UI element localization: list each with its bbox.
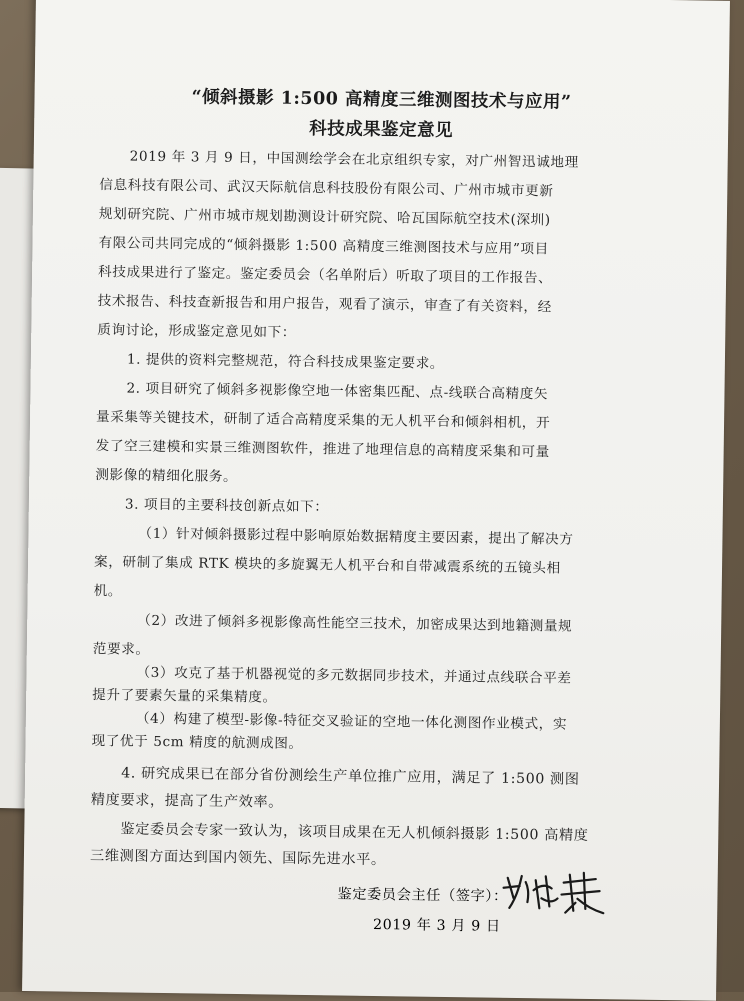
body-line: 机。 [93,583,123,600]
body-line: 规划研究院、广州市城市规划勘测设计研究院、哈瓦国际航空技术(深圳) [98,206,551,229]
document-title: “倾斜摄影 1:500 高精度三维测图技术与应用” [191,87,572,113]
body-line: 提升了要素矢量的采集精度。 [92,687,277,706]
body-line: 质询讨论，形成鉴定意见如下： [97,322,297,341]
sub-list-item: （3）攻克了基于机器视觉的多元数据同步技术，并通过点线联合平差 [136,664,572,687]
body-line: 现了优于 5cm 精度的航测成图。 [91,733,303,752]
list-item: 1. 提供的资料完整规范，符合科技成果鉴定要求。 [126,351,445,372]
handwritten-signature [499,868,610,918]
body-line: 量采集等关键技术，研制了适合高精度采集的无人机平台和倾斜相机，开 [95,409,551,432]
conclusion-line: 鉴定委员会专家一致认为，该项目成果在无人机倾斜摄影 1:500 高精度 [120,821,589,844]
body-line: 案，研制了集成 RTK 模块的多旋翼无人机平台和自带减震系统的五镜头相 [93,554,561,577]
document-lower-block [22,0,730,997]
body-line: 范要求。 [92,641,150,658]
body-line: 测影像的精细化服务。 [95,467,238,486]
signature-label: 鉴定委员会主任（签字）： [337,886,508,905]
sub-list-item: （4）构建了模型-影像-特征交叉验证的空地一体化测图作业模式，实 [135,710,568,733]
document-subtitle: 科技成果鉴定意见 [308,118,454,141]
body-line: 信息科技有限公司、武汉天际航信息科技股份有限公司、广州市城市更新 [99,177,554,200]
signature-date: 2019 年 3 月 9 日 [372,916,501,935]
body-line: 有限公司共同完成的“倾斜摄影 1:500 高精度三维测图技术与应用”项目 [98,235,549,258]
sub-list-item: （2）改进了倾斜多视影像高性能空三技术，加密成果达到地籍测量规 [137,612,573,635]
list-item: 4. 研究成果已在部分省份测绘生产单位推广应用，满足了 1:500 测图 [121,765,580,788]
body-line: 发了空三建模和实景三维测图软件，推进了地理信息的高精度采集和可量 [95,438,550,461]
body-line: 精度要求，提高了生产效率。 [90,791,284,811]
list-item: 2. 项目研究了倾斜多视影像空地一体密集匹配、点-线联合高精度矢 [126,380,549,403]
body-line: 2019 年 3 月 9 日，中国测绘学会在北京组织专家，对广州智迅诚地理 [129,148,579,171]
sub-list-item: （1）针对倾斜摄影过程中影响原始数据精度主要因素，提出了解决方 [138,525,574,548]
list-item: 3. 项目的主要科技创新点如下： [124,496,329,516]
body-line: 科技成果进行了鉴定。鉴定委员会（名单附后）听取了项目的工作报告、 [98,264,553,287]
body-line: 技术报告、科技查新报告和用户报告，观看了演示，审查了有关资料，经 [97,293,552,316]
conclusion-line: 三维测图方面达到国内领先、国际先进水平。 [89,847,386,869]
